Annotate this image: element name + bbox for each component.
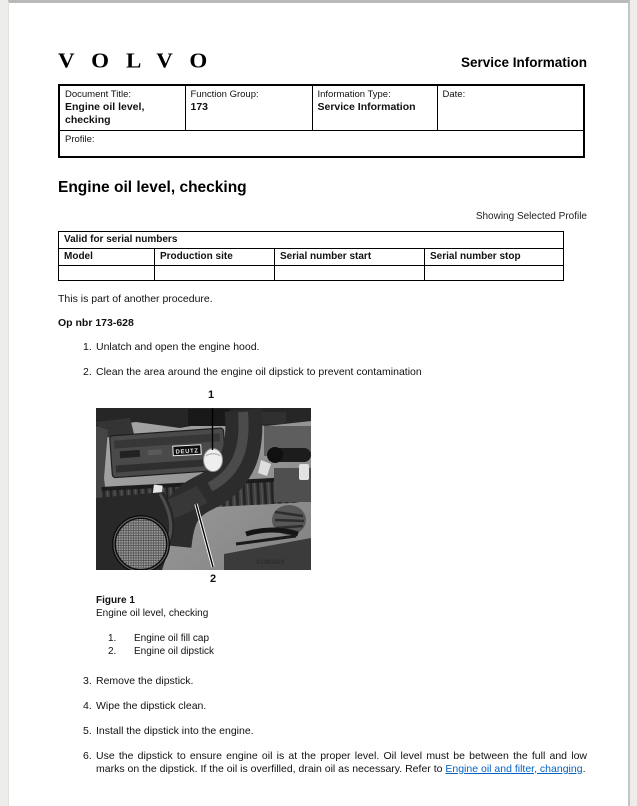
- figure-legend: [108, 632, 587, 659]
- step-6-text-before: Use the dipstick to ensure engine oil is at the proper level. Oil level must be between the full and low marks on the dipstick. If the oil is overfilled, drain oil as necessary. Refer to: [96, 749, 587, 775]
- date-label: Date:: [442, 89, 466, 100]
- document-title-label: Document Title:: [65, 89, 131, 100]
- step-text: Wipe the dipstick clean.: [96, 699, 207, 712]
- document-content: [9, 3, 628, 776]
- serial-table-caption: Valid for serial numbers: [59, 231, 564, 248]
- legend-number: 1.: [108, 632, 117, 644]
- service-information-title: Service Information: [460, 55, 587, 70]
- legend-text: Engine oil dipstick: [134, 646, 215, 657]
- cell-serial-stop: [425, 265, 564, 280]
- profile-cell: [59, 131, 584, 157]
- document-title-cell: [59, 85, 185, 131]
- showing-selected-profile-note: Showing Selected Profile: [475, 210, 587, 222]
- op-number: Op nbr 173-628: [58, 316, 134, 329]
- step-text: Unlatch and open the engine hood.: [96, 340, 260, 353]
- cell-production-site: [155, 265, 275, 280]
- document-header: [58, 49, 587, 72]
- engine-compartment-illustration: [96, 408, 311, 570]
- table-row: [59, 265, 564, 280]
- information-type-cell: [312, 85, 437, 131]
- legend-number: 2.: [108, 646, 117, 657]
- volvo-logo: VOLVO: [58, 49, 225, 72]
- document-title-value: Engine oil level, checking: [65, 101, 145, 126]
- step-text: Clean the area around the engine oil dipstick to prevent contamination: [96, 365, 422, 378]
- legend-text: Engine oil fill cap: [134, 632, 210, 644]
- step-text: Install the dipstick into the engine.: [96, 724, 254, 737]
- procedure-step-2: [58, 366, 587, 379]
- column-header-serial-start: Serial number start: [275, 248, 425, 265]
- page-title: Engine oil level, checking: [58, 178, 247, 196]
- step-number: 6.: [83, 749, 92, 762]
- legend-item-1: [108, 632, 587, 646]
- information-type-value: Service Information: [317, 101, 416, 113]
- function-group-label: Function Group:: [190, 89, 259, 100]
- procedure-step-4: [58, 700, 587, 713]
- figure-number: Figure 1: [96, 594, 135, 606]
- legend-item-2: [108, 645, 587, 659]
- engine-badge-text: DEUTZ: [175, 447, 199, 456]
- step-number: 3.: [83, 674, 92, 687]
- figure-image-id: V1083423: [256, 558, 285, 566]
- function-group-cell: [185, 85, 312, 131]
- column-header-production-site: Production site: [155, 248, 275, 265]
- function-group-value: 173: [190, 101, 209, 113]
- cell-serial-start: [275, 265, 425, 280]
- figure-caption: [96, 594, 587, 620]
- information-type-label: Information Type:: [317, 89, 391, 100]
- procedure-step-6: [58, 750, 587, 776]
- profile-label: Profile:: [65, 134, 95, 145]
- figure-caption-text: Engine oil level, checking: [96, 607, 209, 619]
- figure-callout-1: 1: [208, 388, 215, 401]
- serial-numbers-table: [58, 231, 564, 281]
- engine-photo: [96, 408, 311, 570]
- step-number: 1.: [83, 340, 92, 353]
- procedure-step-5: [58, 725, 587, 738]
- procedure-step-1: [58, 341, 587, 354]
- column-header-model: Model: [59, 248, 155, 265]
- step-text: [96, 750, 587, 776]
- step-number: 2.: [83, 365, 92, 378]
- step-text: Remove the dipstick.: [96, 674, 194, 687]
- cell-model: [59, 265, 155, 280]
- figure-1-block: [58, 388, 587, 659]
- procedure-step-3: [58, 675, 587, 688]
- step-number: 4.: [83, 699, 92, 712]
- figure-callout-2: 2: [210, 572, 217, 585]
- step-number: 5.: [83, 724, 92, 737]
- document-page: [8, 0, 630, 806]
- step-6-text-after: .: [582, 762, 586, 775]
- document-info-table: [58, 84, 585, 158]
- column-header-serial-stop: Serial number stop: [425, 248, 564, 265]
- date-cell: [437, 85, 584, 131]
- engine-oil-filter-changing-link[interactable]: Engine oil and filter, changing: [445, 762, 583, 775]
- intro-paragraph: This is part of another procedure.: [58, 292, 213, 305]
